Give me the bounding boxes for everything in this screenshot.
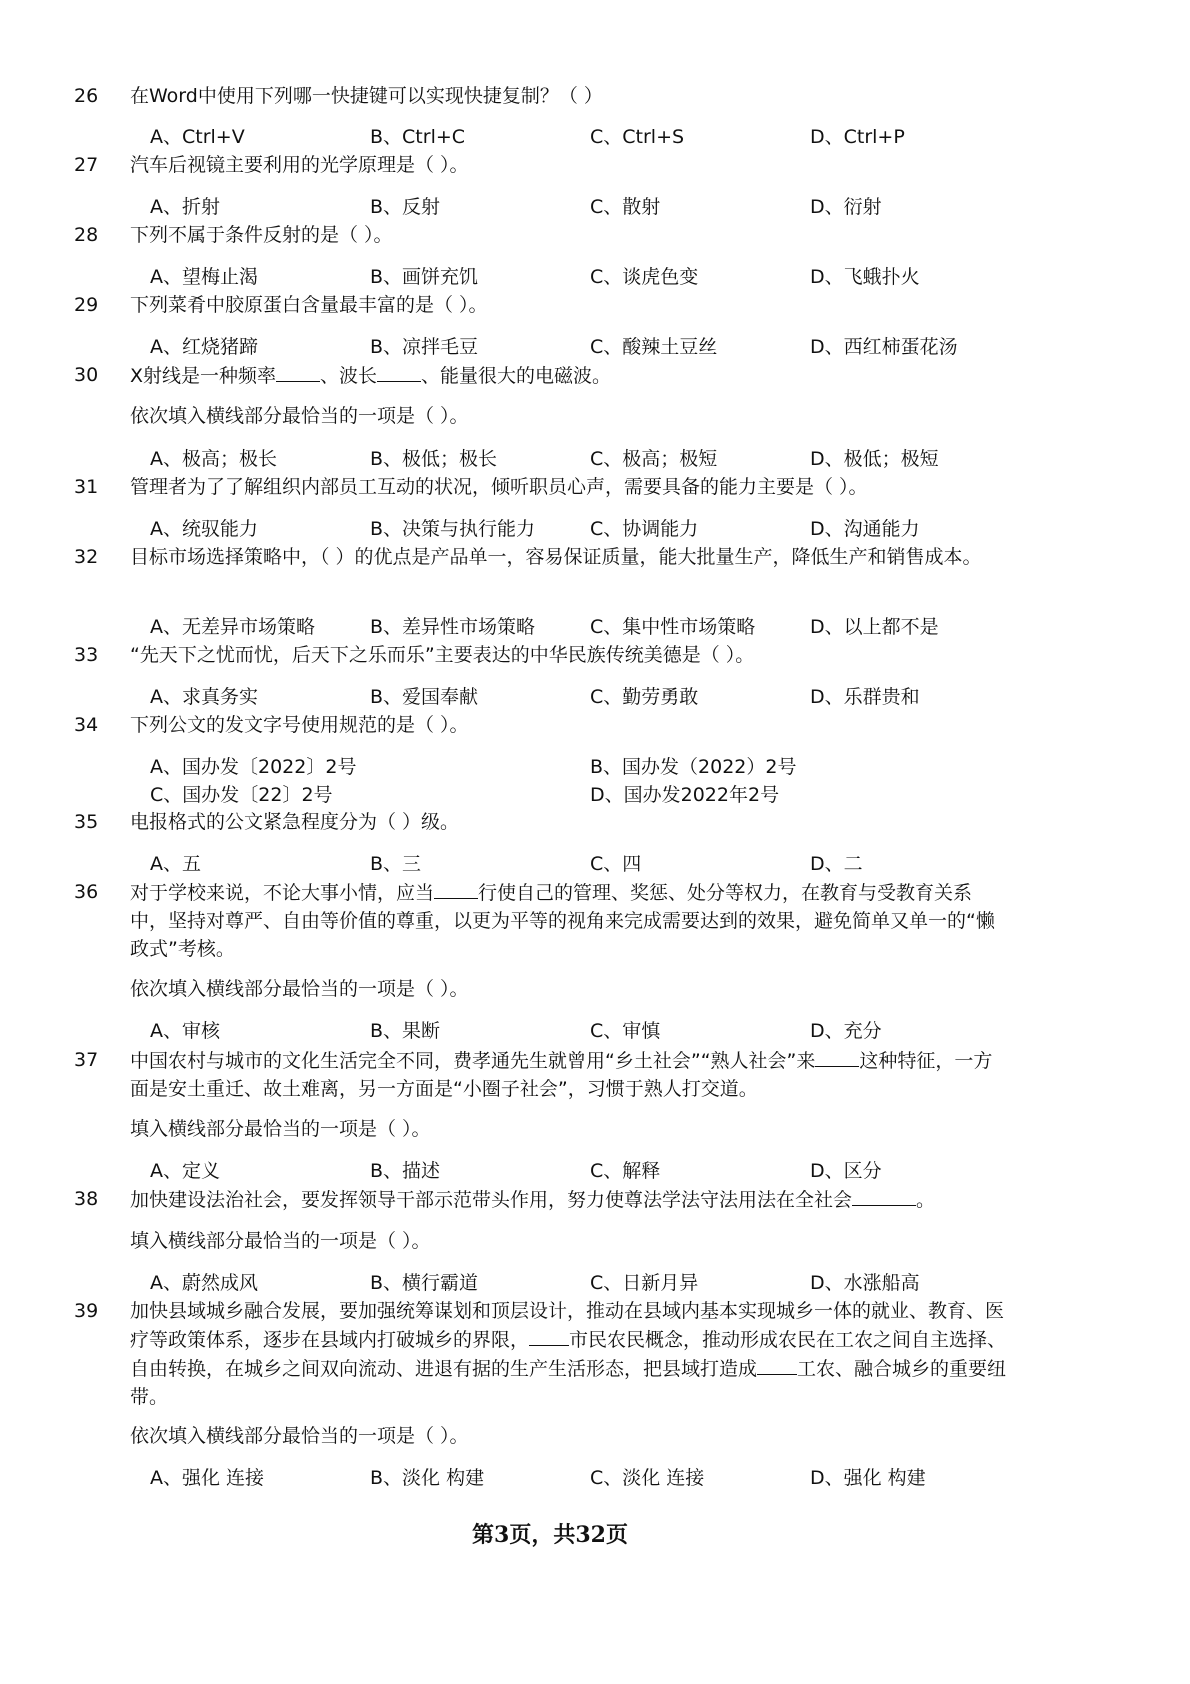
option-c[interactable]: C、解释 bbox=[590, 1160, 661, 1182]
fill-blank bbox=[757, 1354, 797, 1375]
option-d[interactable]: D、极低；极短 bbox=[810, 448, 939, 470]
option-b[interactable]: B、三 bbox=[370, 853, 422, 875]
stem-text: X射线是一种频率 bbox=[130, 364, 277, 387]
option-row bbox=[150, 753, 1050, 781]
question-number: 35 bbox=[74, 811, 99, 833]
fill-blank bbox=[377, 361, 421, 382]
option-row bbox=[150, 1157, 1050, 1185]
question-number: 27 bbox=[74, 154, 99, 176]
option-a[interactable]: A、求真务实 bbox=[150, 686, 258, 708]
fill-blank bbox=[276, 361, 320, 382]
question-instruction: 依次填入横线部分最恰当的一项是（ ）。 bbox=[130, 405, 469, 427]
option-row bbox=[150, 445, 1050, 473]
option-row bbox=[150, 263, 1050, 291]
option-d[interactable]: D、国办发2022年2号 bbox=[590, 784, 780, 806]
question-instruction: 填入横线部分最恰当的一项是（ ）。 bbox=[130, 1230, 431, 1252]
option-b[interactable]: B、决策与执行能力 bbox=[370, 518, 536, 540]
option-a[interactable]: A、审核 bbox=[150, 1020, 220, 1042]
stem-text: 加快建设法治社会，要发挥领导干部示范带头作用，努力使尊法学法守法用法在全社会 bbox=[130, 1188, 853, 1211]
option-d[interactable]: D、以上都不是 bbox=[810, 616, 939, 638]
option-d[interactable]: D、沟通能力 bbox=[810, 518, 920, 540]
option-c[interactable]: C、散射 bbox=[590, 196, 661, 218]
option-b[interactable]: B、爱国奉献 bbox=[370, 686, 479, 708]
option-row bbox=[150, 1017, 1050, 1045]
option-c[interactable]: C、酸辣土豆丝 bbox=[590, 336, 718, 358]
fill-blank bbox=[434, 878, 478, 899]
option-a[interactable]: A、极高；极长 bbox=[150, 448, 277, 470]
option-d[interactable]: D、飞蛾扑火 bbox=[810, 266, 920, 288]
option-b[interactable]: B、国办发（2022）2号 bbox=[590, 756, 797, 778]
fill-blank bbox=[815, 1046, 859, 1067]
option-row bbox=[150, 193, 1050, 221]
option-a[interactable]: A、定义 bbox=[150, 1160, 220, 1182]
page-footer: 第3页，共32页 bbox=[472, 1522, 628, 1548]
option-b[interactable]: B、描述 bbox=[370, 1160, 441, 1182]
question-number: 37 bbox=[74, 1049, 99, 1071]
question-stem: 目标市场选择策略中，（ ）的优点是产品单一，容易保证质量，能大批量生产，降低生产和销售成本。 bbox=[130, 546, 982, 568]
question-stem: 管理者为了了解组织内部员工互动的状况，倾听职员心声，需要具备的能力主要是（ ）。 bbox=[130, 476, 868, 498]
question-stem: 下列不属于条件反射的是（ ）。 bbox=[130, 224, 393, 246]
option-c[interactable]: C、日新月异 bbox=[590, 1272, 699, 1294]
option-d[interactable]: D、西红柿蛋花汤 bbox=[810, 336, 958, 358]
option-d[interactable]: D、强化 构建 bbox=[810, 1467, 926, 1489]
question-stem bbox=[130, 1046, 1010, 1103]
stem-text: 加快县域城乡融合发展，要加强统筹谋划和顶层设计，推动在县域内基本实现城乡一体的就业、教育、医疗等政策体系，逐步在县域内打破城乡的界限， bbox=[130, 1300, 1005, 1351]
option-d[interactable]: D、水涨船高 bbox=[810, 1272, 920, 1294]
option-a[interactable]: A、国办发〔2022〕2号 bbox=[150, 756, 357, 778]
question-stem: “先天下之忧而忧，后天下之乐而乐”主要表达的中华民族传统美德是（ ）。 bbox=[130, 644, 755, 666]
option-b[interactable]: B、果断 bbox=[370, 1020, 441, 1042]
question-number: 34 bbox=[74, 714, 99, 736]
option-b[interactable]: B、淡化 构建 bbox=[370, 1467, 485, 1489]
option-row bbox=[150, 333, 1050, 361]
option-row bbox=[150, 781, 1050, 809]
option-a[interactable]: A、强化 连接 bbox=[150, 1467, 265, 1489]
question-instruction: 依次填入横线部分最恰当的一项是（ ）。 bbox=[130, 1425, 469, 1447]
option-a[interactable]: A、望梅止渴 bbox=[150, 266, 258, 288]
option-b[interactable]: B、Ctrl+C bbox=[370, 126, 466, 148]
question-number: 28 bbox=[74, 224, 99, 246]
stem-text: 中国农村与城市的文化生活完全不同，费孝通先生就曾用“乡土社会”“熟人社会”来 bbox=[130, 1049, 816, 1072]
fill-blank bbox=[529, 1325, 569, 1346]
option-row bbox=[150, 515, 1050, 543]
option-c[interactable]: C、极高；极短 bbox=[590, 448, 718, 470]
option-a[interactable]: A、折射 bbox=[150, 196, 220, 218]
question-stem: 下列公文的发文字号使用规范的是（ ）。 bbox=[130, 714, 469, 736]
option-c[interactable]: C、四 bbox=[590, 853, 642, 875]
question-instruction: 依次填入横线部分最恰当的一项是（ ）。 bbox=[130, 978, 469, 1000]
option-row bbox=[150, 613, 1050, 641]
option-row bbox=[150, 850, 1050, 878]
stem-text: 。 bbox=[916, 1188, 936, 1211]
option-b[interactable]: B、差异性市场策略 bbox=[370, 616, 536, 638]
option-c[interactable]: C、淡化 连接 bbox=[590, 1467, 705, 1489]
stem-text: 这种特征，一方面是安土重迁、故土难离，另一方面是“小圈子社会”，习惯于熟人打交道。 bbox=[130, 1049, 993, 1100]
question-stem bbox=[130, 878, 1010, 963]
question-stem bbox=[130, 1297, 1010, 1411]
option-c[interactable]: C、协调能力 bbox=[590, 518, 699, 540]
option-c[interactable]: C、集中性市场策略 bbox=[590, 616, 756, 638]
question-stem: 汽车后视镜主要利用的光学原理是（ ）。 bbox=[130, 154, 469, 176]
question-stem: 在Word中使用下列哪一快捷键可以实现快捷复制？（ ） bbox=[130, 85, 603, 107]
option-d[interactable]: D、乐群贵和 bbox=[810, 686, 920, 708]
option-c[interactable]: C、Ctrl+S bbox=[590, 126, 685, 148]
option-b[interactable]: B、极低；极长 bbox=[370, 448, 498, 470]
option-a[interactable]: A、Ctrl+V bbox=[150, 126, 245, 148]
question-stem bbox=[130, 1185, 1010, 1214]
option-c[interactable]: C、谈虎色变 bbox=[590, 266, 699, 288]
question-stem: 下列菜肴中胶原蛋白含量最丰富的是（ ）。 bbox=[130, 294, 488, 316]
question-number: 30 bbox=[74, 364, 99, 386]
option-c[interactable]: C、勤劳勇敢 bbox=[590, 686, 699, 708]
option-row bbox=[150, 123, 1050, 151]
option-a[interactable]: A、统驭能力 bbox=[150, 518, 258, 540]
option-d[interactable]: D、衍射 bbox=[810, 196, 882, 218]
option-b[interactable]: B、凉拌毛豆 bbox=[370, 336, 479, 358]
option-d[interactable]: D、Ctrl+P bbox=[810, 126, 905, 148]
fill-blank bbox=[852, 1185, 916, 1206]
option-row bbox=[150, 683, 1050, 711]
question-number: 39 bbox=[74, 1300, 99, 1322]
stem-text: 市民农民概念，推动形成农民在工农之间自主选择、自由转换，在城乡之间双向流动、进退有据的生产生活形态，把县域打造成 bbox=[130, 1328, 1007, 1380]
question-instruction: 填入横线部分最恰当的一项是（ ）。 bbox=[130, 1118, 431, 1140]
question-number: 29 bbox=[74, 294, 99, 316]
question-number: 33 bbox=[74, 644, 99, 666]
option-c[interactable]: C、审慎 bbox=[590, 1020, 661, 1042]
stem-text: 行使自己的管理、奖惩、处分等权力，在教育与受教育关系中，坚持对尊严、自由等价值的尊重，以更为平等的视角来完成需要达到的效果，避免简单又单一的“懒政式”考核。 bbox=[130, 881, 995, 960]
option-b[interactable]: B、反射 bbox=[370, 196, 441, 218]
option-b[interactable]: B、画饼充饥 bbox=[370, 266, 479, 288]
option-a[interactable]: A、五 bbox=[150, 853, 201, 875]
question-number: 31 bbox=[74, 476, 99, 498]
option-a[interactable]: A、红烧猪蹄 bbox=[150, 336, 258, 358]
stem-text: 工农、融合城乡的重要纽带。 bbox=[130, 1357, 1007, 1408]
option-d[interactable]: D、二 bbox=[810, 853, 863, 875]
question-number: 38 bbox=[74, 1188, 99, 1210]
question-number: 26 bbox=[74, 85, 99, 107]
stem-text: 、波长 bbox=[320, 364, 378, 387]
option-a[interactable]: A、无差异市场策略 bbox=[150, 616, 315, 638]
option-d[interactable]: D、充分 bbox=[810, 1020, 882, 1042]
option-c[interactable]: C、国办发〔22〕2号 bbox=[150, 784, 333, 806]
option-a[interactable]: A、蔚然成风 bbox=[150, 1272, 258, 1294]
question-stem bbox=[130, 361, 1010, 390]
question-number: 36 bbox=[74, 881, 99, 903]
option-d[interactable]: D、区分 bbox=[810, 1160, 882, 1182]
question-stem: 电报格式的公文紧急程度分为（ ）级。 bbox=[130, 811, 460, 833]
stem-text: 、能量很大的电磁波。 bbox=[421, 364, 612, 387]
option-row bbox=[150, 1269, 1050, 1297]
option-b[interactable]: B、横行霸道 bbox=[370, 1272, 479, 1294]
option-row bbox=[150, 1464, 1050, 1492]
stem-text: 对于学校来说，不论大事小情，应当 bbox=[130, 881, 435, 904]
question-number: 32 bbox=[74, 546, 99, 568]
